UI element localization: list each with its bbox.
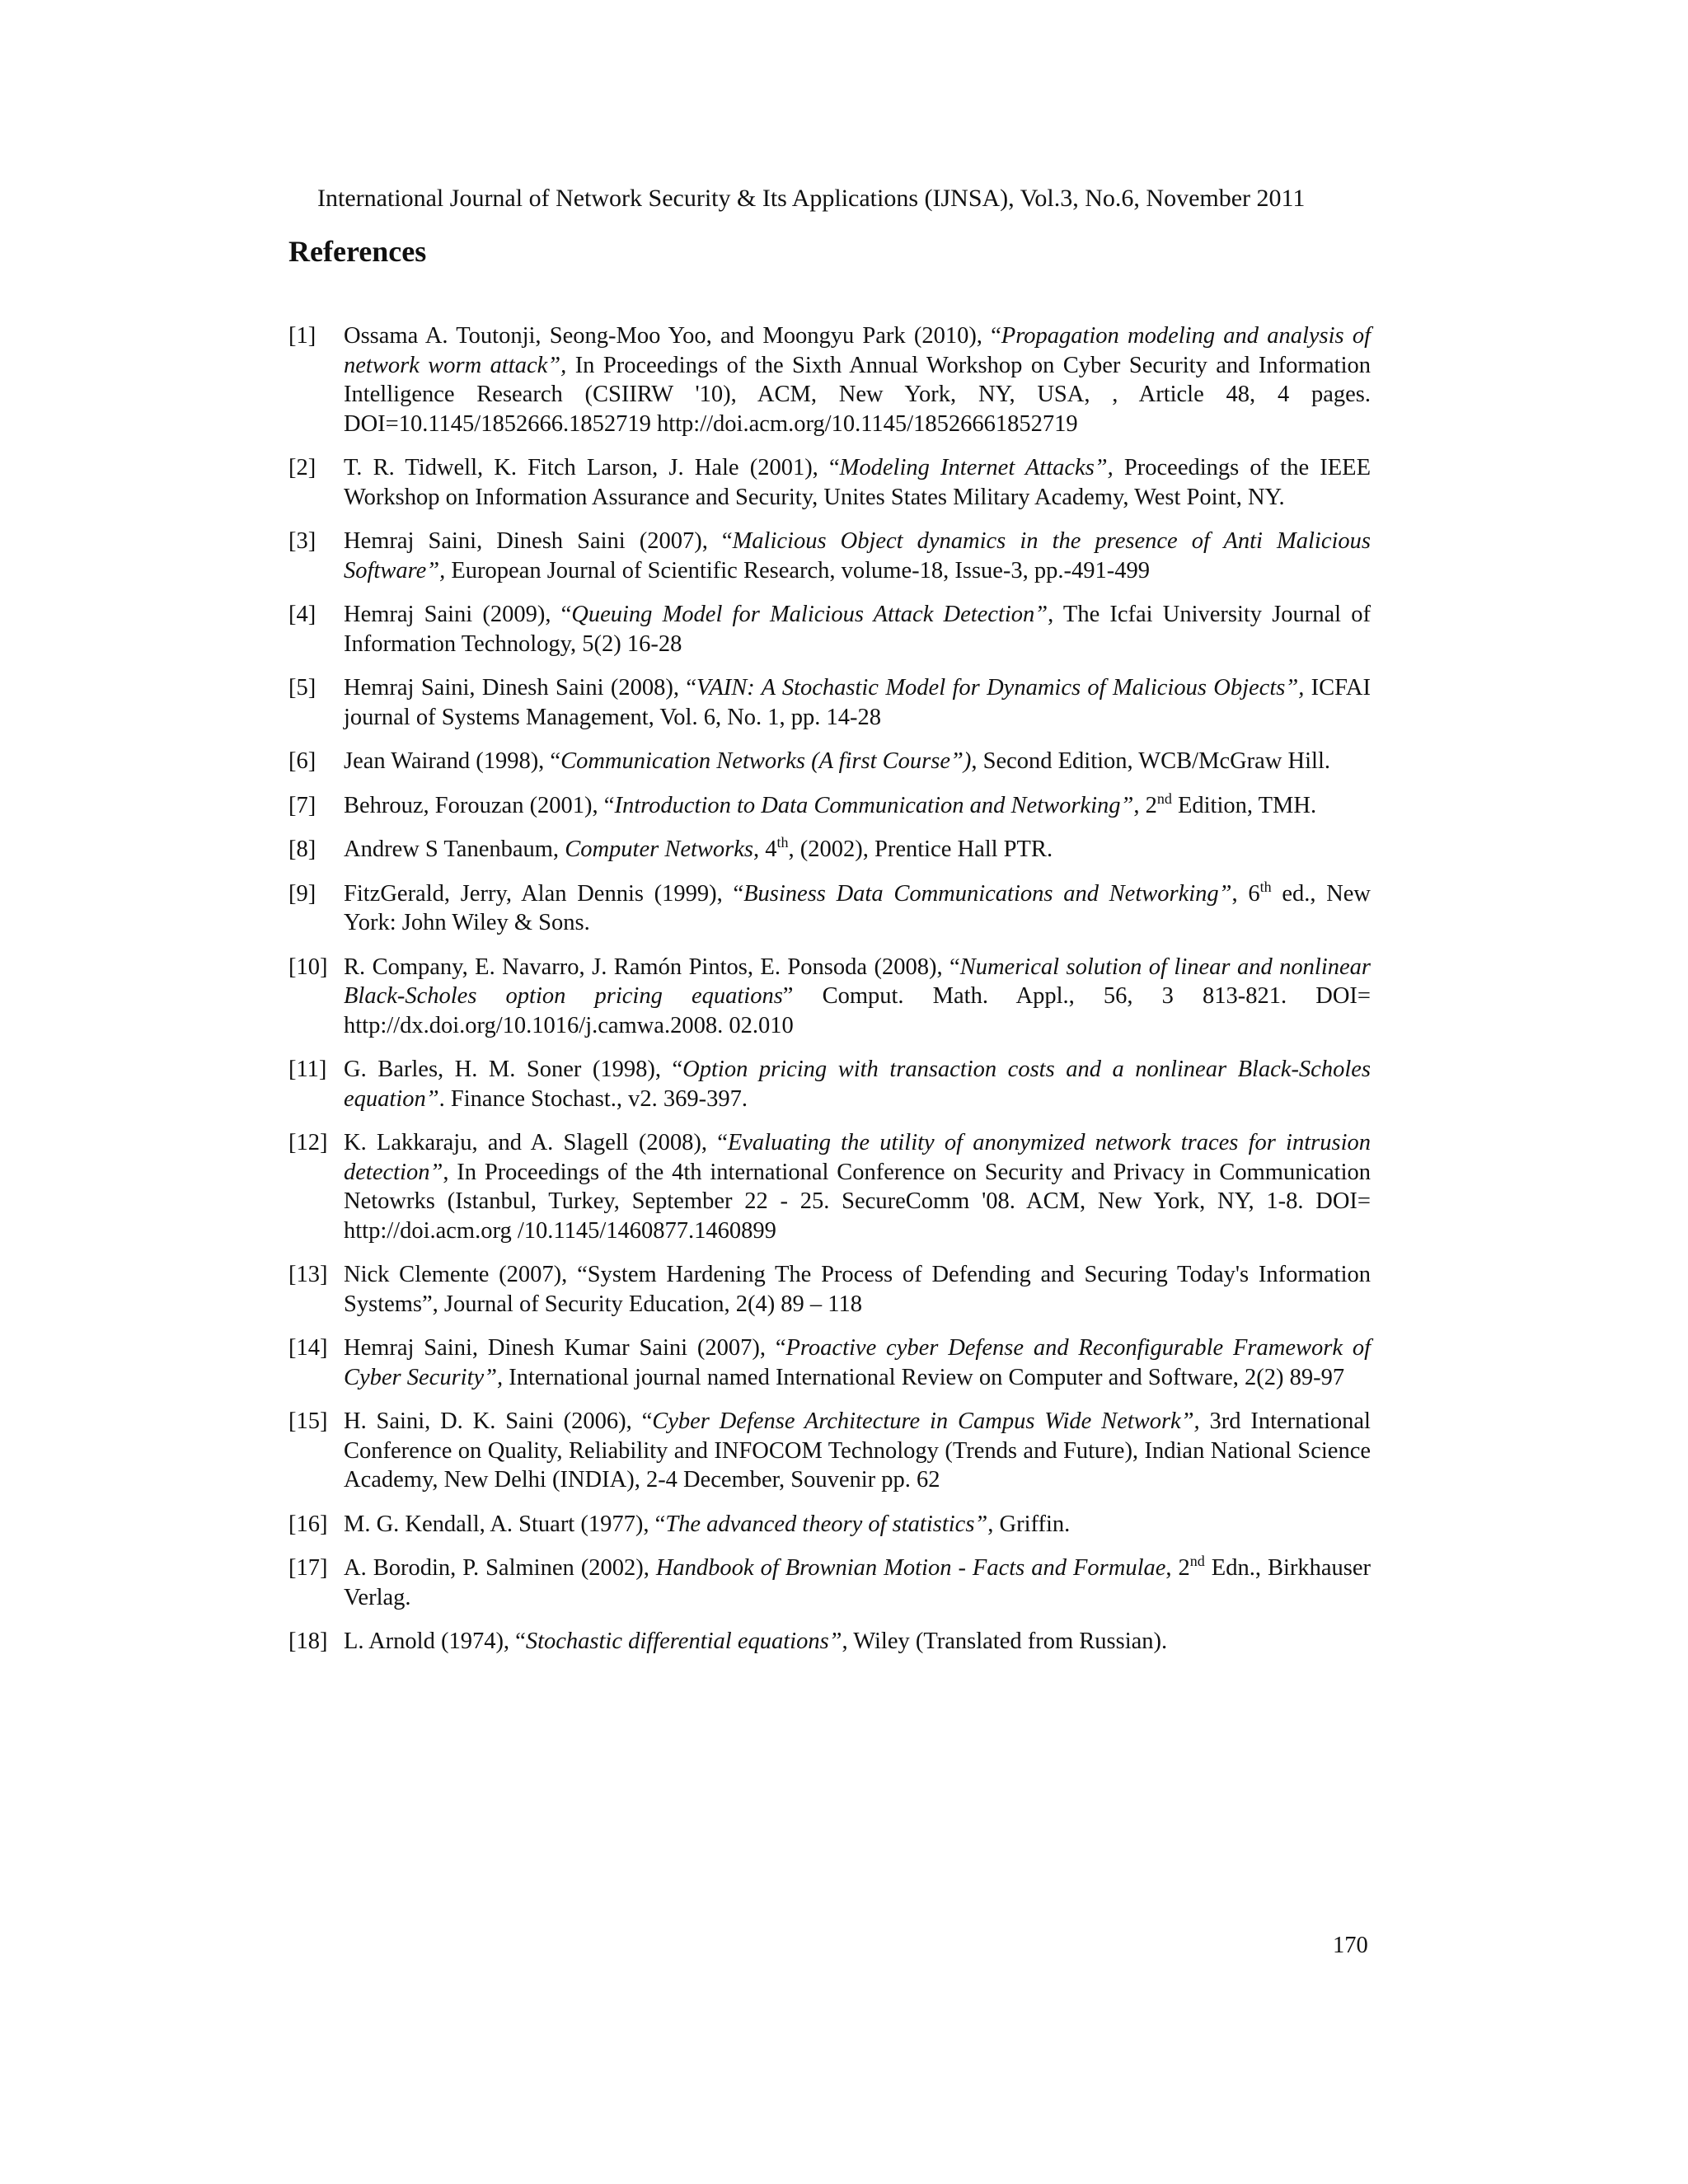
reference-number: [11] <box>288 1057 327 1082</box>
reference-text <box>344 1335 1371 1390</box>
reference-item <box>288 600 1371 658</box>
reference-segment: Edn., Birkhauser Verlag. <box>344 1555 1372 1610</box>
reference-segment: Ossama A. Toutonji, Seong-Moo Yoo, and Moongyu Park (2010), “ <box>344 323 1001 349</box>
reference-segment: ” Comput. Math. Appl., 56, 3 813-821. DOI= http://dx.doi.org/10.1016/j.camwa.2008. 02.010 <box>344 983 1371 1038</box>
reference-number: [4] <box>288 602 316 627</box>
reference-segment: , 2 <box>1165 1555 1190 1581</box>
reference-title: Evaluating the utility of anonymized network traces for intrusion detection” <box>344 1130 1371 1185</box>
reference-item <box>288 527 1371 585</box>
reference-segment: , The Icfai University Journal of Information Technology, 5(2) 16-28 <box>344 602 1371 657</box>
reference-segment: , (2002), Prentice Hall PTR. <box>788 837 1053 862</box>
reference-segment: FitzGerald, Jerry, Alan Dennis (1999), “ <box>344 880 744 907</box>
reference-segment: Edition, TMH. <box>1171 792 1317 818</box>
reference-segment: A. Borodin, P. Salminen (2002), <box>344 1555 656 1581</box>
reference-segment: Andrew S Tanenbaum, <box>344 837 565 862</box>
reference-text <box>344 748 1330 774</box>
reference-segment: L. Arnold (1974), “ <box>344 1629 526 1654</box>
reference-segment: Behrouz, Forouzan (2001), “ <box>344 792 615 818</box>
reference-item <box>288 673 1371 732</box>
reference-item <box>288 1407 1371 1495</box>
reference-segment: , 2 <box>1133 792 1157 818</box>
reference-number: [3] <box>288 528 316 554</box>
reference-item <box>288 1333 1371 1392</box>
reference-item <box>288 321 1371 438</box>
reference-item <box>288 453 1371 512</box>
reference-segment: Hemraj Saini, Dinesh Kumar Saini (2007), “ <box>344 1335 786 1361</box>
reference-segment: , 6 <box>1231 880 1260 907</box>
reference-title: Handbook of Brownian Motion - Facts and Formulae <box>655 1555 1166 1581</box>
reference-segment: , In Proceedings of the 4th international Conference on Security and Privacy in Communication Netowrks (Istanbul, Turkey, September 22 - 25. SecureComm '08. ACM, New York, NY, 1-8. DOI= http://doi.acm.org /10.1145/1460877.1460899 <box>344 1159 1371 1244</box>
reference-title: Numerical solution of linear and nonlinear Black-Scholes option pricing equations <box>344 954 1371 1009</box>
reference-segment: . Finance Stochast., v2. 369-397. <box>438 1085 748 1112</box>
reference-segment: ed., New York: John Wiley & Sons. <box>344 880 1372 935</box>
reference-number: [9] <box>288 880 316 907</box>
reference-item <box>288 1260 1371 1319</box>
reference-segment: In Proceedings of the Sixth Annual Workshop on Cyber Security and Information Intelligence Research (CSIIRW '10), ACM, New York, NY, USA, , Article 48, 4 pages. DOI=10.1145/1852666.1852719 http://doi.acm.org/10.1145/18526661852719 <box>344 352 1371 437</box>
reference-title: Proactive cyber Defense and Reconfigurable Framework of Cyber Security”, <box>344 1335 1371 1390</box>
reference-item <box>288 835 1371 865</box>
reference-text <box>344 790 1317 818</box>
reference-title: Queuing Model for Malicious Attack Detection” <box>571 602 1048 627</box>
reference-text <box>344 1057 1371 1112</box>
reference-title: VAIN: A Stochastic Model for Dynamics of Malicious Objects”, <box>696 675 1305 701</box>
reference-title: The advanced theory of statistics” <box>665 1511 988 1537</box>
superscript-ordinal: th <box>1259 878 1272 895</box>
reference-title: Modeling Internet Attacks”, <box>839 455 1114 480</box>
reference-text <box>344 528 1371 583</box>
reference-segment: Hemraj Saini, Dinesh Saini (2007), “ <box>344 528 733 554</box>
superscript-ordinal: nd <box>1189 1553 1205 1569</box>
reference-text <box>344 455 1371 510</box>
reference-segment: Jean Wairand (1998), “ <box>344 748 561 774</box>
reference-segment: H. Saini, D. K. Saini (2006), “ <box>344 1408 653 1434</box>
reference-item <box>288 1055 1371 1113</box>
reference-title: Introduction to Data Communication and Networking” <box>614 792 1134 818</box>
reference-segment: R. Company, E. Navarro, J. Ramón Pintos, E. Ponsoda (2008), “ <box>344 954 960 980</box>
reference-number: [14] <box>288 1335 328 1361</box>
reference-number: [15] <box>288 1408 328 1434</box>
reference-segment: , Second Edition, WCB/McGraw Hill. <box>971 748 1330 774</box>
reference-segment: , Griffin. <box>987 1511 1071 1537</box>
reference-number: [6] <box>288 748 316 774</box>
reference-segment: Nick Clemente (2007), “System Hardening The Process of Defending and Securing Today's Information Systems”, Journal of Security Education, 2(4) 89 – 118 <box>344 1262 1371 1317</box>
reference-text <box>344 1555 1371 1610</box>
reference-title: Option pricing with transaction costs and a nonlinear Black-Scholes equation” <box>344 1057 1371 1112</box>
reference-text <box>344 1511 1070 1537</box>
reference-text <box>344 1130 1371 1244</box>
reference-segment: Hemraj Saini, Dinesh Saini (2008), “ <box>344 675 697 701</box>
reference-list <box>288 321 1371 1671</box>
reference-title: Cyber Defense Architecture in Campus Wide Network”, <box>652 1408 1200 1434</box>
reference-segment: , Wiley (Translated from Russian). <box>842 1629 1168 1654</box>
reference-number: [16] <box>288 1511 328 1537</box>
reference-segment: , 4 <box>753 837 777 862</box>
reference-segment: K. Lakkaraju, and A. Slagell (2008), “ <box>344 1130 728 1155</box>
reference-text <box>344 602 1371 657</box>
reference-title: Malicious Object dynamics in the presence of Anti Malicious Software”, <box>344 528 1371 583</box>
reference-text <box>344 1408 1371 1493</box>
reference-number: [1] <box>288 323 316 349</box>
reference-segment: International journal named International Review on Computer and Software, 2(2) 89-97 <box>503 1364 1345 1390</box>
reference-number: [2] <box>288 455 316 480</box>
reference-number: [10] <box>288 954 328 980</box>
reference-text <box>344 323 1371 437</box>
reference-item <box>288 791 1371 821</box>
reference-number: [7] <box>288 792 316 818</box>
reference-item <box>288 1627 1371 1657</box>
reference-item <box>288 879 1371 938</box>
reference-segment: M. G. Kendall, A. Stuart (1977), “ <box>344 1511 666 1537</box>
reference-number: [13] <box>288 1262 328 1287</box>
reference-title: Propagation modeling and analysis of network worm attack”, <box>344 323 1371 378</box>
superscript-ordinal: nd <box>1156 790 1172 807</box>
reference-segment: G. Barles, H. M. Soner (1998), “ <box>344 1057 683 1082</box>
reference-item <box>288 953 1371 1041</box>
reference-item <box>288 747 1371 776</box>
page-number: 170 <box>1333 1933 1368 1958</box>
reference-text <box>344 1629 1167 1654</box>
reference-segment: European Journal of Scientific Research, volume-18, Issue-3, pp.-491-499 <box>445 557 1151 583</box>
reference-segment: T. R. Tidwell, K. Fitch Larson, J. Hale (2001), “ <box>344 455 840 480</box>
reference-text <box>344 954 1371 1038</box>
superscript-ordinal: th <box>776 834 789 851</box>
reference-segment: ICFAI journal of Systems Management, Vol. 6, No. 1, pp. 14-28 <box>344 675 1371 730</box>
running-header: International Journal of Network Security & Its Applications (IJNSA), Vol.3, No.6, November 2011 <box>317 185 1306 212</box>
reference-title: Stochastic differential equations” <box>525 1629 842 1654</box>
reference-segment: Hemraj Saini (2009), “ <box>344 602 572 627</box>
reference-item <box>288 1554 1371 1612</box>
section-title: References <box>288 235 427 268</box>
reference-text <box>344 675 1371 730</box>
reference-segment: 3rd International Conference on Quality, Reliability and INFOCOM Technology (Trends and Future), Indian National Science Academy, New Delhi (INDIA), 2-4 December, Souvenir pp. 62 <box>344 1408 1371 1493</box>
reference-title: Business Data Communications and Networking” <box>743 880 1232 907</box>
reference-text <box>344 1262 1371 1317</box>
reference-number: [18] <box>288 1629 328 1654</box>
reference-title: Communication Networks (A first Course”) <box>560 748 972 774</box>
reference-item <box>288 1510 1371 1540</box>
reference-number: [12] <box>288 1130 328 1155</box>
reference-number: [8] <box>288 837 316 862</box>
reference-text <box>344 834 1053 862</box>
reference-segment: Proceedings of the IEEE Workshop on Information Assurance and Security, Unites States Military Academy, West Point, NY. <box>344 455 1372 510</box>
reference-title: Computer Networks <box>565 837 753 862</box>
reference-text <box>344 878 1372 936</box>
reference-number: [17] <box>288 1555 328 1581</box>
reference-item <box>288 1128 1371 1245</box>
reference-number: [5] <box>288 675 316 701</box>
